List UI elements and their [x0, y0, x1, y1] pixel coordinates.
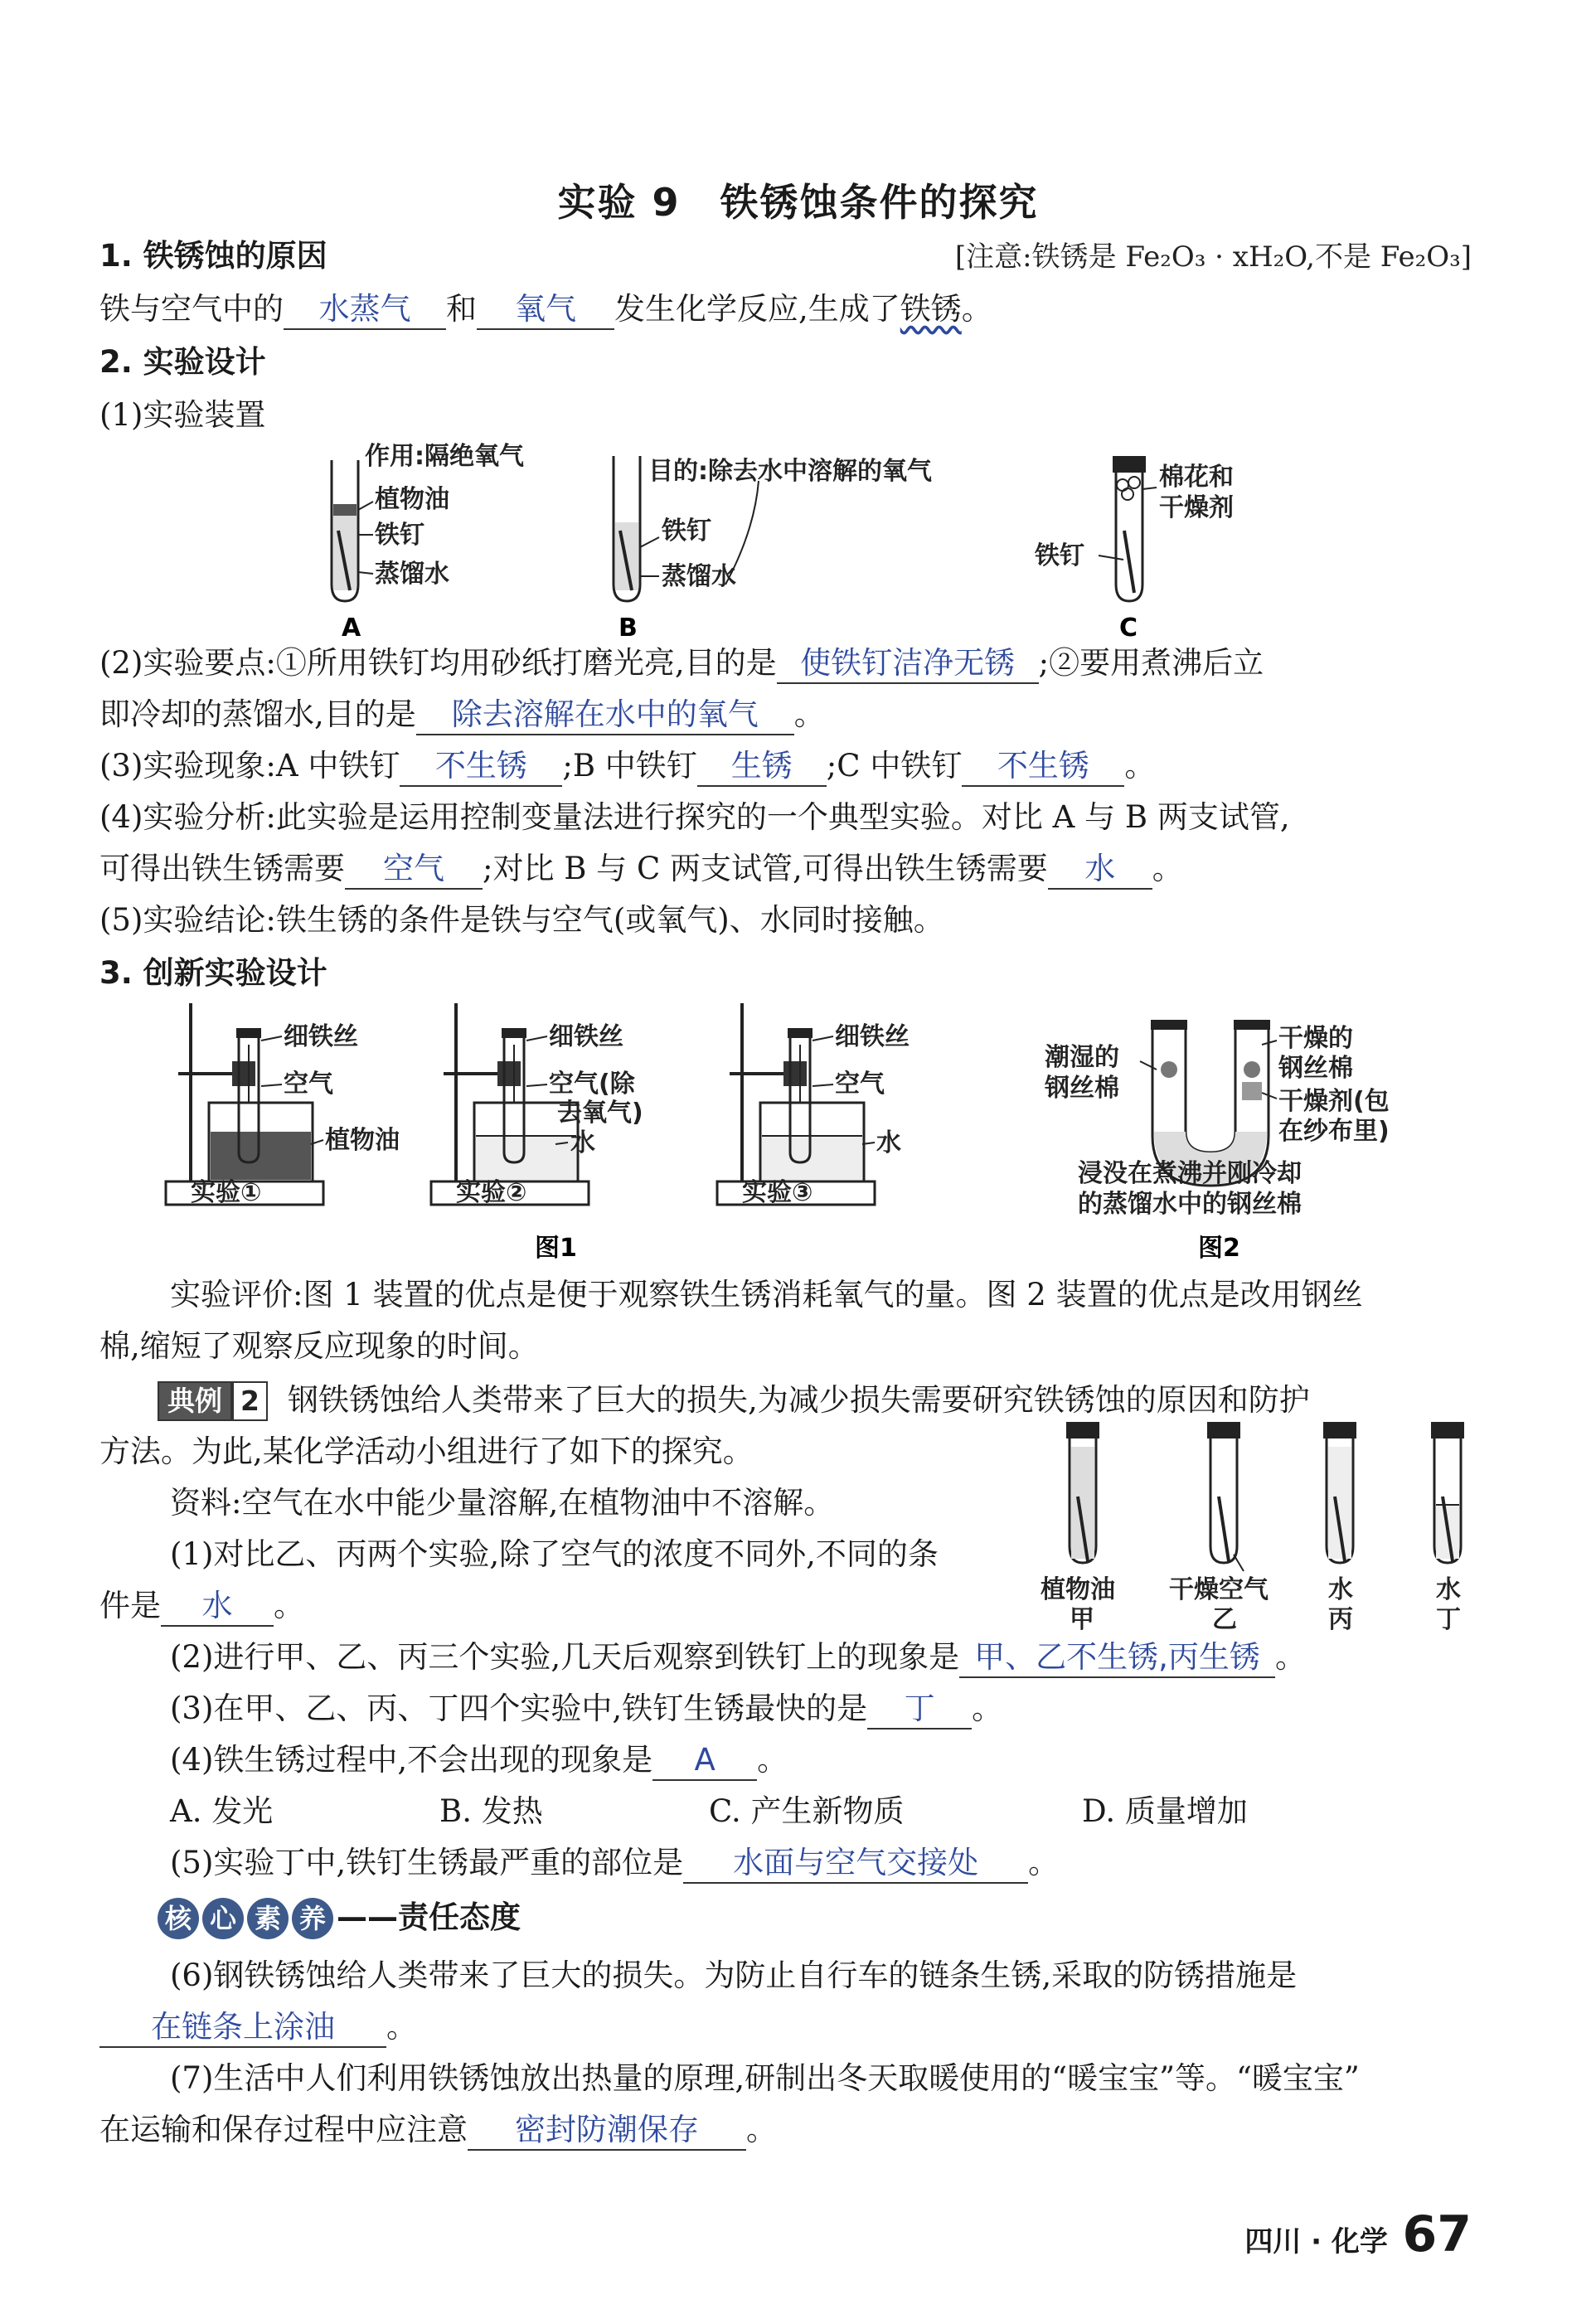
- question-6-line2: [99, 2005, 1476, 2050]
- question-7-line2: [99, 2108, 1476, 2152]
- point-5: (5)实验结论:铁生锈的条件是铁与空气(或氧气)、水同时接触。: [99, 902, 944, 938]
- section1-sentence: [99, 287, 1476, 332]
- answer-blank: 甲、乙不生锈,丙生锈: [959, 1638, 1275, 1678]
- text: (2)实验要点:①所用铁钉均用砂纸打磨光亮,目的是: [99, 645, 777, 681]
- label-u-bottom1: 浸没在煮沸并刚冷却: [1078, 1159, 1302, 1188]
- point-2-line1: [99, 641, 1476, 686]
- text: 在运输和保存过程中应注意: [99, 2112, 468, 2147]
- label-u-desiccant2: 在纱布里): [1278, 1117, 1390, 1146]
- label-e1-air: 空气: [284, 1070, 333, 1099]
- answer-blank: 使铁钉洁净无锈: [777, 644, 1039, 684]
- label-a-note: 作用:隔绝氧气: [365, 442, 524, 471]
- text: 。: [1028, 1845, 1060, 1880]
- label-b-water: 蒸馏水: [662, 562, 736, 591]
- text: (3)在甲、乙、丙、丁四个实验中,铁钉生锈最快的是: [170, 1691, 868, 1726]
- tube-yi-label: 干燥空气: [1169, 1575, 1269, 1604]
- text: 。: [1274, 1639, 1306, 1675]
- answer-blank: 水: [1048, 850, 1152, 890]
- answer-blank: 除去溶解在水中的氧气: [416, 696, 794, 735]
- question-2: [170, 1635, 1546, 1680]
- label-u-bottom2: 的蒸馏水中的钢丝棉: [1078, 1190, 1302, 1219]
- core-title: ——责任态度: [337, 1899, 521, 1935]
- tube-ding-name: 丁: [1436, 1605, 1461, 1634]
- tube-jia-label: 植物油: [1041, 1575, 1115, 1604]
- tube-yi-name: 乙: [1212, 1605, 1237, 1634]
- label-a-oil: 植物油: [375, 485, 449, 514]
- footer-region: 四川 · 化学: [1244, 2225, 1388, 2258]
- tube-bing-label: 水: [1328, 1575, 1353, 1604]
- tube-bing-name: 丙: [1328, 1605, 1353, 1634]
- label-e3-water: 水: [876, 1128, 901, 1157]
- caption-e2: 实验②: [456, 1178, 527, 1207]
- question-7-line1: (7)生活中人们利用铁锈蚀放出热量的原理,研制出冬天取暖使用的“暖宝宝”等。“暖宝宝”: [170, 2060, 1360, 2096]
- tube-jia-name: 甲: [1070, 1605, 1094, 1634]
- figure1-caption: 图1: [535, 1234, 577, 1263]
- core-literacy-heading: [158, 1895, 1534, 1940]
- text: 件是: [99, 1588, 161, 1623]
- text: (4)铁生锈过程中,不会出现的现象是: [170, 1742, 653, 1778]
- label-u-desiccant1: 干燥剂(包: [1278, 1087, 1390, 1116]
- caption-e1: 实验①: [191, 1178, 262, 1207]
- tube-bing: [1323, 1422, 1356, 1634]
- answer-blank: 水面与空气交接处: [683, 1844, 1028, 1884]
- question-4: [170, 1738, 1546, 1783]
- page-footer: [1244, 2205, 1472, 2263]
- example-material: 资料:空气在水中能少量溶解,在植物油中不溶解。: [170, 1485, 835, 1521]
- figure2-caption: 图2: [1198, 1234, 1240, 1263]
- caption-a: A: [342, 614, 361, 643]
- core-char-3: 素: [247, 1898, 289, 1939]
- evaluation-line2: 棉,缩短了观察反应现象的时间。: [99, 1328, 539, 1364]
- label-c-cotton: 棉花和: [1159, 463, 1234, 492]
- section1-heading: 1. 铁锈蚀的原因: [99, 238, 327, 274]
- label-a-nail: 铁钉: [375, 521, 424, 550]
- tube-yi: [1169, 1422, 1269, 1634]
- section3-heading: 3. 创新实验设计: [99, 955, 327, 991]
- text: 和: [446, 291, 477, 327]
- option-b: B. 发热: [439, 1793, 543, 1829]
- text: 。: [1152, 851, 1183, 886]
- text: 。: [972, 1691, 1003, 1726]
- text: 。: [274, 1588, 304, 1623]
- answer-blank: 不生锈: [962, 747, 1124, 787]
- answer-blank: A: [652, 1741, 757, 1781]
- example-tag: 典例: [158, 1381, 232, 1421]
- question-1-line1: (1)对比乙、丙两个实验,除了空气的浓度不同外,不同的条: [170, 1536, 939, 1572]
- answer-blank: 空气: [345, 850, 483, 890]
- text: (3)实验现象:A 中铁钉: [99, 748, 400, 784]
- text: 。: [961, 291, 992, 327]
- question-3: [170, 1686, 1546, 1731]
- text: 。: [386, 2009, 417, 2045]
- page-number: 67: [1402, 2205, 1472, 2263]
- text: 。: [793, 696, 825, 732]
- label-e2-air2: 去氧气): [557, 1099, 643, 1128]
- text: ;对比 B 与 C 两支试管,可得出铁生锈需要: [483, 851, 1048, 886]
- section2-heading: 2. 实验设计: [99, 344, 266, 380]
- label-e1-wire: 细铁丝: [284, 1022, 358, 1051]
- u-tube-apparatus: [1045, 1020, 1390, 1263]
- answer-blank: 在链条上涂油: [99, 2008, 386, 2048]
- point-4-line2: [99, 847, 1476, 891]
- text: 发生化学反应,生成了: [614, 291, 900, 327]
- test-tube-b: [614, 456, 932, 643]
- answer-blank: 水: [161, 1587, 274, 1627]
- label-c-nail: 铁钉: [1035, 541, 1084, 570]
- core-char-2: 心: [202, 1898, 244, 1939]
- answer-blank: 水蒸气: [284, 290, 446, 330]
- text: ;B 中铁钉: [562, 748, 697, 784]
- example-intro-line2: 方法。为此,某化学活动小组进行了如下的探究。: [99, 1434, 754, 1469]
- answer-blank: 不生锈: [400, 747, 562, 787]
- label-a-water: 蒸馏水: [375, 560, 449, 589]
- core-char-1: 核: [158, 1898, 199, 1939]
- point-3: [99, 744, 1476, 788]
- text: 可得出铁生锈需要: [99, 851, 345, 886]
- experiment-2-apparatus: [431, 1003, 643, 1207]
- label-e1-oil: 植物油: [325, 1126, 400, 1155]
- experiment-3-apparatus: [717, 1003, 910, 1207]
- text: (2)进行甲、乙、丙三个实验,几天后观察到铁钉上的现象是: [170, 1639, 960, 1675]
- label-e2-wire: 细铁丝: [549, 1022, 623, 1051]
- text: 。: [1124, 748, 1156, 784]
- answer-blank: 生锈: [697, 747, 827, 787]
- caption-c: C: [1119, 614, 1138, 643]
- sub-heading-apparatus: (1)实验装置: [99, 397, 266, 433]
- label-u-dry1: 干燥的: [1278, 1024, 1353, 1053]
- label-c-desiccant: 干燥剂: [1159, 493, 1234, 522]
- label-u-wet2: 钢丝棉: [1045, 1074, 1119, 1103]
- tube-ding: [1431, 1422, 1464, 1634]
- tube-ding-label: 水: [1436, 1575, 1461, 1604]
- rust-formula-note: [注意:铁锈是 Fe₂O₃ · xH₂O,不是 Fe₂O₃]: [954, 240, 1472, 274]
- page-title: 实验 9 铁锈蚀条件的探究: [557, 180, 1039, 225]
- label-u-wet1: 潮湿的: [1045, 1043, 1119, 1072]
- caption-e3: 实验③: [742, 1178, 813, 1207]
- example-number: 2: [232, 1381, 268, 1421]
- core-char-4: 养: [292, 1898, 333, 1939]
- four-tubes-figure: [1028, 1414, 1484, 1646]
- innovation-figure: [158, 995, 1451, 1269]
- caption-b: B: [619, 614, 638, 643]
- text: ;C 中铁钉: [826, 748, 963, 784]
- apparatus-figure: [307, 439, 1302, 643]
- text: 钢铁锈蚀给人类带来了巨大的损失,为减少损失需要研究铁锈蚀的原因和防护: [287, 1382, 1310, 1418]
- label-e2-water: 水: [570, 1128, 595, 1157]
- text: 即冷却的蒸馏水,目的是: [99, 696, 416, 732]
- label-e3-air: 空气: [835, 1070, 885, 1099]
- answer-blank: 氧气: [477, 290, 614, 330]
- label-b-note: 目的:除去水中溶解的氧气: [648, 457, 932, 486]
- label-e3-wire: 细铁丝: [835, 1022, 910, 1051]
- test-tube-a: [332, 442, 524, 643]
- label-b-nail: 铁钉: [662, 517, 711, 546]
- text: 铁与空气中的: [99, 291, 284, 327]
- text: ;②要用煮沸后立: [1038, 645, 1264, 681]
- evaluation-line1: 实验评价:图 1 装置的优点是便于观察铁生锈消耗氧气的量。图 2 装置的优点是改用钢丝: [170, 1277, 1363, 1312]
- tube-jia: [1041, 1422, 1115, 1634]
- answer-blank: 丁: [867, 1690, 972, 1730]
- label-e2-air: 空气(除: [549, 1070, 635, 1099]
- option-c: C. 产生新物质: [709, 1793, 905, 1829]
- point-2-line2: [99, 692, 1476, 737]
- rust-word: 铁锈: [900, 291, 962, 327]
- question-6-line1: (6)钢铁锈蚀给人类带来了巨大的损失。为防止自行车的链条生锈,采取的防锈措施是: [170, 1958, 1298, 1993]
- experiment-1-apparatus: [166, 1003, 400, 1207]
- text: 。: [757, 1742, 788, 1778]
- label-u-dry2: 钢丝棉: [1278, 1054, 1353, 1083]
- test-tube-c: [1034, 456, 1234, 643]
- text: (5)实验丁中,铁钉生锈最严重的部位是: [170, 1845, 684, 1880]
- point-4-line1: (4)实验分析:此实验是运用控制变量法进行探究的一个典型实验。对比 A 与 B 两支试管,: [99, 799, 1290, 835]
- option-d: D. 质量增加: [1082, 1793, 1248, 1829]
- question-5: [170, 1841, 1546, 1885]
- text: 。: [746, 2112, 777, 2147]
- answer-blank: 密封防潮保存: [468, 2111, 746, 2151]
- option-a: A. 发光: [170, 1793, 274, 1829]
